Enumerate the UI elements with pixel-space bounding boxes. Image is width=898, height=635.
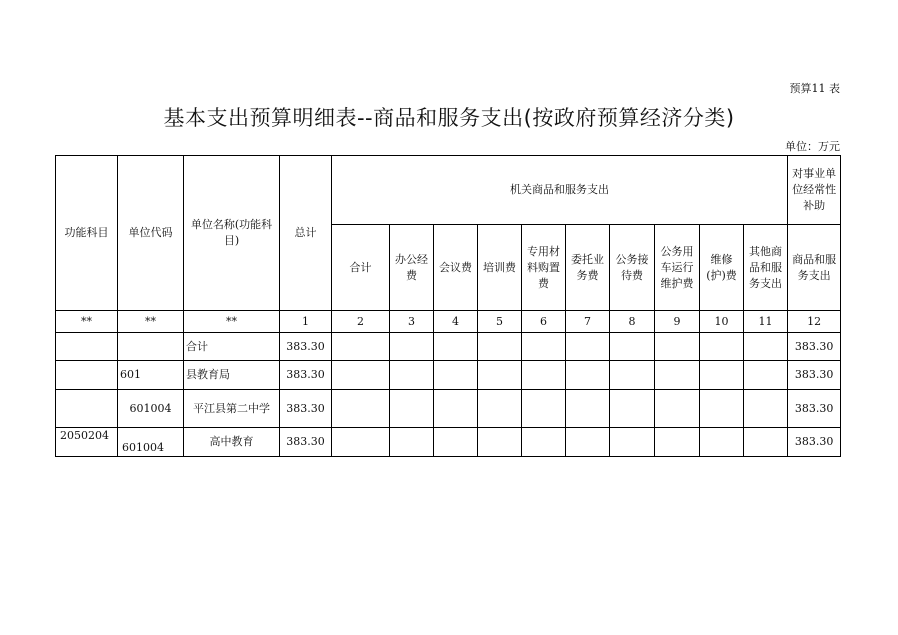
- subsidy-goods-cell: 383.30: [788, 361, 841, 390]
- header-materials-fee: 专用材料购置费: [522, 225, 566, 311]
- page-title: 基本支出预算明细表--商品和服务支出(按政府预算经济分类): [163, 106, 735, 130]
- total-cell: 383.30: [280, 361, 332, 390]
- unit-label: 单位：万元: [785, 140, 840, 153]
- index-cell: **: [118, 311, 184, 333]
- index-cell: 10: [700, 311, 744, 333]
- index-cell: **: [184, 311, 280, 333]
- name-cell: 合计: [184, 333, 280, 361]
- header-unit-code: 单位代码: [118, 156, 184, 311]
- form-number: 预算11 表: [789, 82, 840, 95]
- index-cell: 4: [434, 311, 478, 333]
- function-cell: 2050204: [56, 428, 118, 457]
- header-subtotal: 合计: [332, 225, 390, 311]
- header-vehicle-fee: 公务用车运行维护费: [655, 225, 700, 311]
- table-row: [56, 333, 841, 361]
- header-function-subject: 功能科目: [56, 156, 118, 311]
- index-cell: 2: [332, 311, 390, 333]
- code-cell: [118, 333, 184, 361]
- function-cell: [56, 361, 118, 390]
- header-total: 总计: [280, 156, 332, 311]
- total-cell: 383.30: [280, 333, 332, 361]
- name-cell: 高中教育: [184, 428, 280, 457]
- index-cell: 9: [655, 311, 700, 333]
- budget-table: [55, 155, 841, 457]
- function-cell: [56, 333, 118, 361]
- index-cell: 1: [280, 311, 332, 333]
- subsidy-goods-cell: 383.30: [788, 390, 841, 428]
- total-cell: 383.30: [280, 390, 332, 428]
- index-cell: 6: [522, 311, 566, 333]
- index-cell: **: [56, 311, 118, 333]
- code-cell: 601004: [118, 428, 184, 457]
- code-cell: 601004: [118, 390, 184, 428]
- index-cell: 7: [566, 311, 610, 333]
- header-subsidy-group: 对事业单位经常性补助: [788, 156, 841, 225]
- header-office-expense: 办公经费: [390, 225, 434, 311]
- index-row: [56, 311, 841, 333]
- name-cell: 平江县第二中学: [184, 390, 280, 428]
- header-commission-fee: 委托业务费: [566, 225, 610, 311]
- index-cell: 5: [478, 311, 522, 333]
- header-training-fee: 培训费: [478, 225, 522, 311]
- header-other-goods: 其他商品和服务支出: [744, 225, 788, 311]
- subsidy-goods-cell: 383.30: [788, 333, 841, 361]
- table-row: [56, 390, 841, 428]
- header-subsidy-goods: 商品和服务支出: [788, 225, 841, 311]
- index-cell: 8: [610, 311, 655, 333]
- header-row-1: [56, 156, 841, 225]
- total-cell: 383.30: [280, 428, 332, 457]
- index-cell: 3: [390, 311, 434, 333]
- subsidy-goods-cell: 383.30: [788, 428, 841, 457]
- index-cell: 12: [788, 311, 841, 333]
- header-repair-fee: 维修(护)费: [700, 225, 744, 311]
- header-meeting-fee: 会议费: [434, 225, 478, 311]
- function-cell: [56, 390, 118, 428]
- header-office-goods-group: 机关商品和服务支出: [332, 156, 788, 225]
- code-cell: 601: [118, 361, 184, 390]
- header-reception-fee: 公务接待费: [610, 225, 655, 311]
- header-unit-name: 单位名称(功能科目): [184, 156, 280, 311]
- name-cell: 县教育局: [184, 361, 280, 390]
- index-cell: 11: [744, 311, 788, 333]
- table-row: [56, 428, 841, 457]
- table-row: [56, 361, 841, 390]
